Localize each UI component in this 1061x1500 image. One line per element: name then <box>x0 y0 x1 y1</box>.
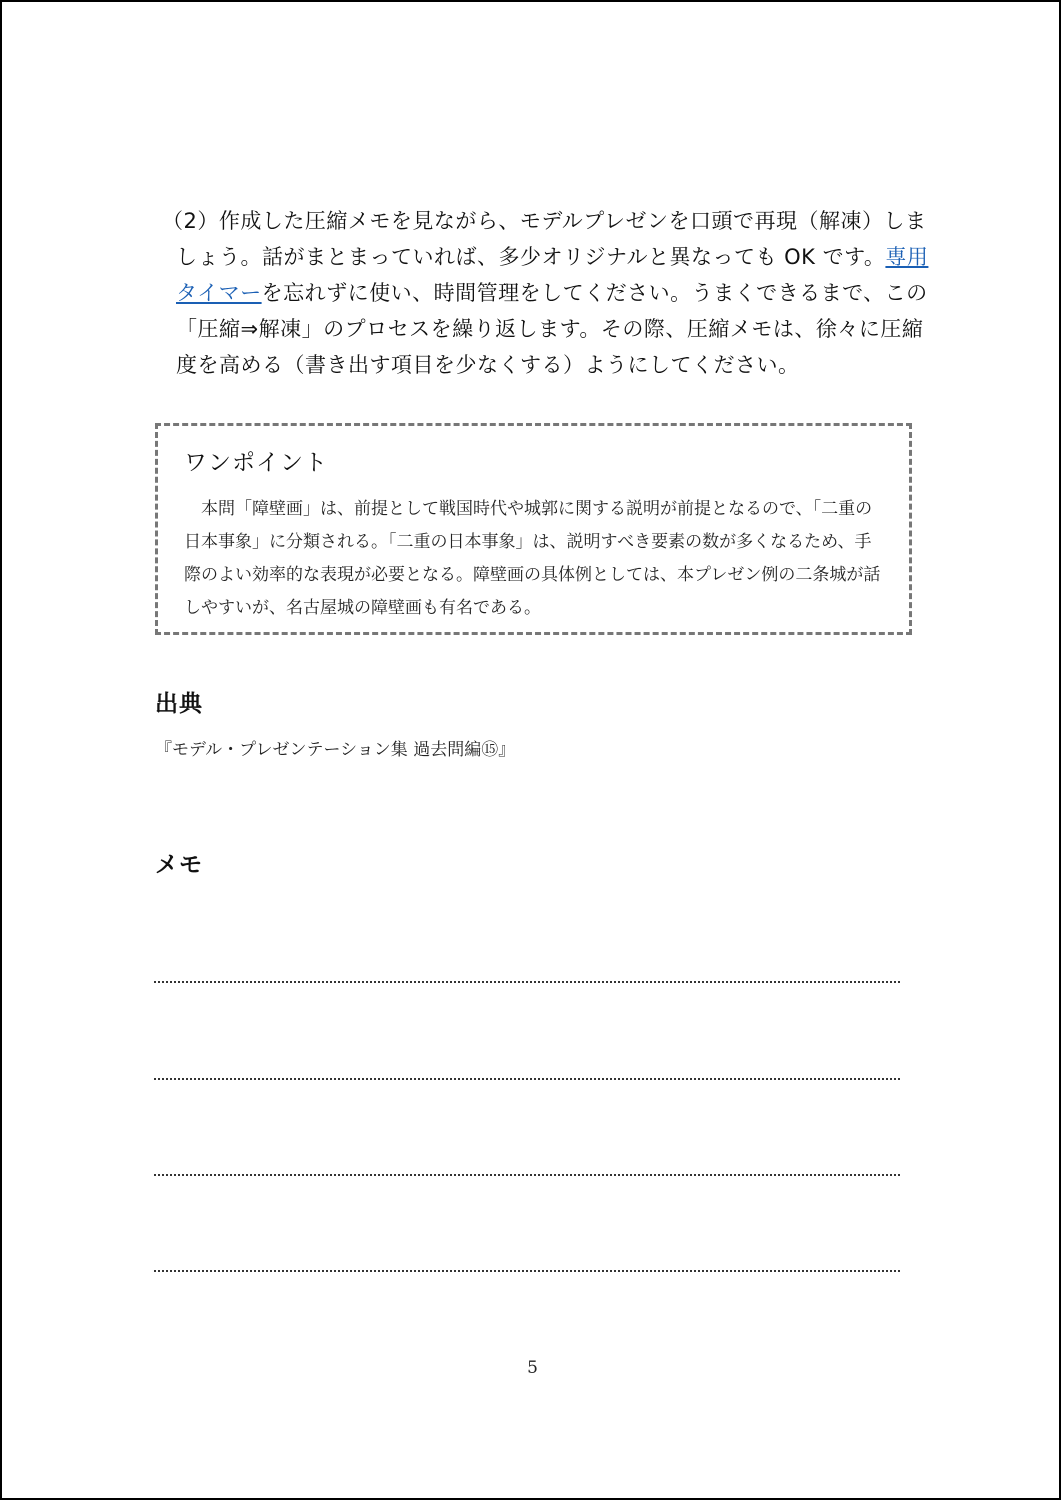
memo-line <box>154 1270 900 1272</box>
memo-heading: メモ <box>155 852 203 878</box>
memo-line <box>154 1174 900 1176</box>
instruction-text-end: を忘れずに使い、時間管理をしてください。うまくできるまで、この「圧縮⇒解凍」のプロセスを繰り返します。その際、圧縮メモは、徐々に圧縮度を高める（書き出す項目を少なくする）ようにしてください。 <box>176 281 928 377</box>
page-number: 5 <box>527 1358 538 1378</box>
onepoint-title: ワンポイント <box>184 450 328 476</box>
instruction-text-start: （2）作成した圧縮メモを見ながら、モデルプレゼンを口頭で再現（解凍）しましょう。話がまとまっていれば、多少オリジナルと異なっても OK です。 <box>162 209 927 269</box>
source-heading: 出典 <box>155 691 203 717</box>
memo-line <box>154 1078 900 1080</box>
onepoint-body: 本問「障壁画」は、前提として戦国時代や城郭に関する説明が前提となるので、「二重の日本事象」に分類される。「二重の日本事象」は、説明すべき要素の数が多くなるため、手際のよい効率的な表現が必要となる。障壁画の具体例としては、本プレゼン例の二条城が話しやすいが、名古屋城の障壁画も有名である。 <box>184 499 881 618</box>
instruction-paragraph <box>162 203 936 383</box>
source-text: 『モデル・プレゼンテーション集 過去問編⑮』 <box>155 740 516 760</box>
memo-line <box>154 981 900 983</box>
onepoint-box <box>155 423 912 635</box>
timer-link[interactable]: 専用タイマー <box>176 245 929 305</box>
